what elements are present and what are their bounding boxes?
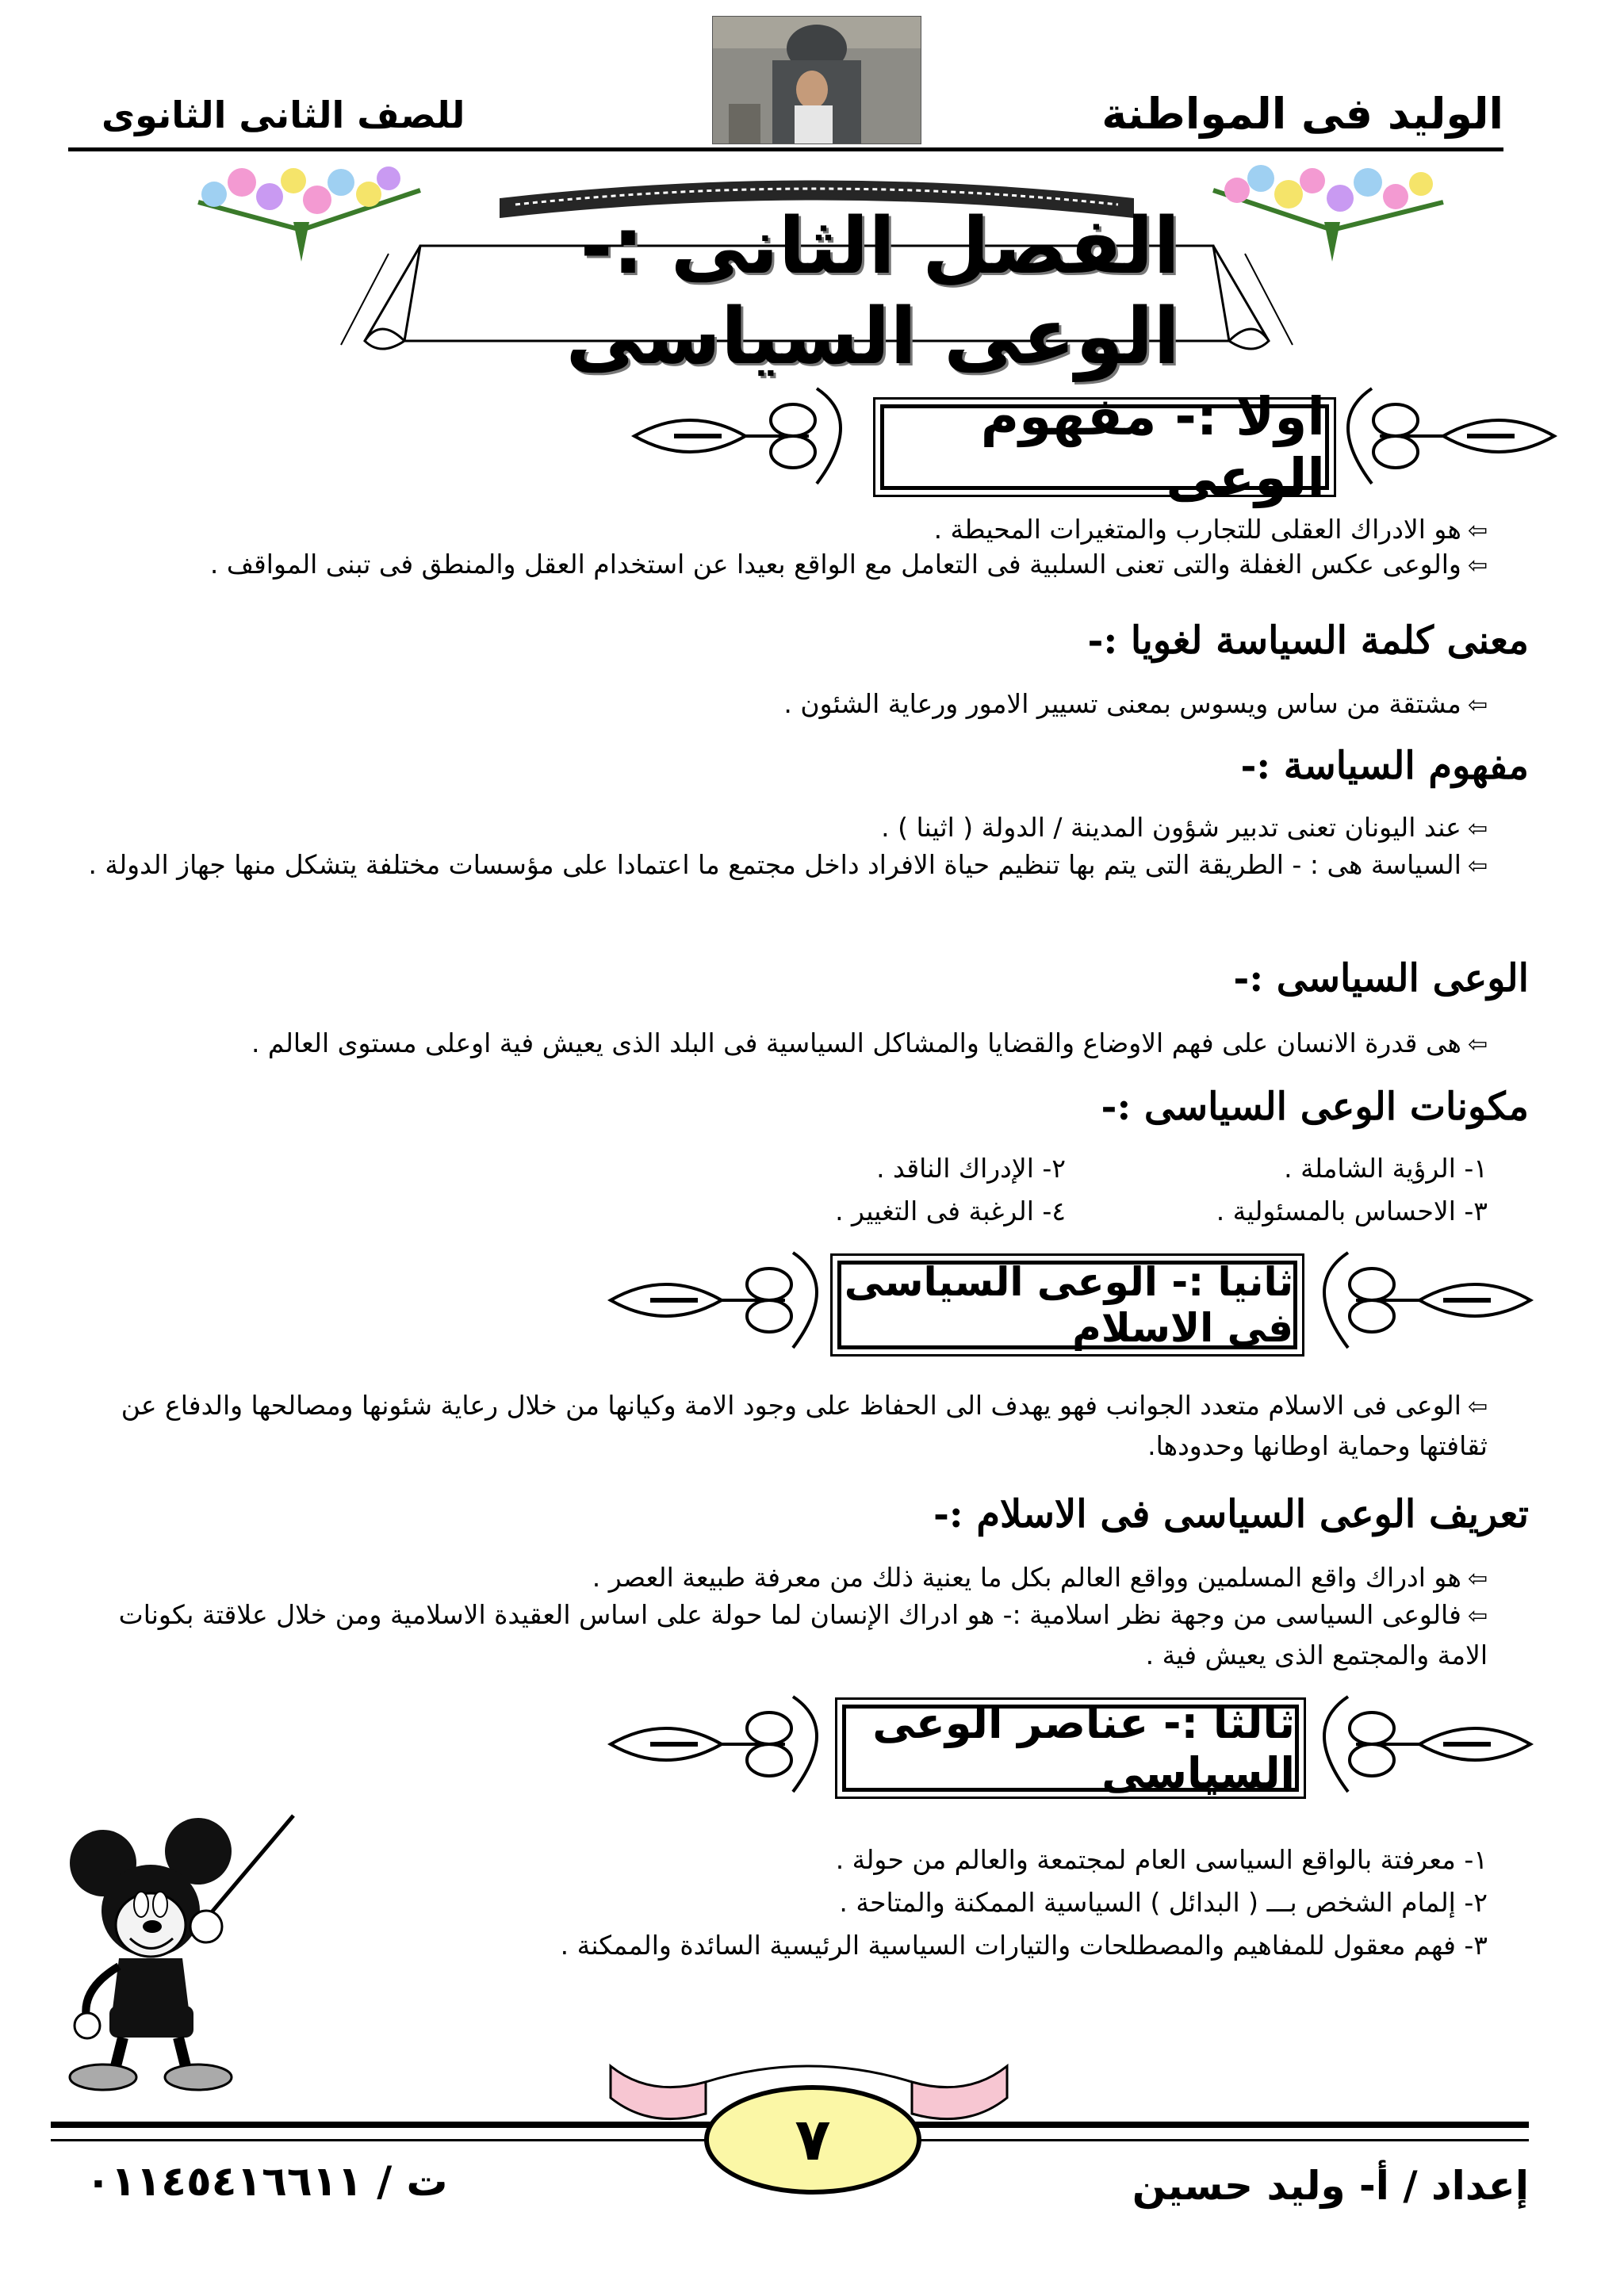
arrow-bullet-icon: ⇦ [1467, 1565, 1488, 1593]
footer-author: إعداد / أ- وليد حسين [1132, 2163, 1529, 2209]
flower-bouquet-right-icon [1213, 165, 1443, 262]
heading-awareness: الوعى السياسى :- [1233, 956, 1529, 1001]
component-2: ٢- الإدراك الناقد . [876, 1153, 1066, 1184]
arrow-bullet-icon: ⇦ [1467, 691, 1488, 719]
header-book-title: الوليد فى المواطنة [1101, 89, 1503, 139]
component-3: ٣- الاحساس بالمسئولية . [1216, 1196, 1488, 1226]
arrow-bullet-icon: ⇦ [1467, 517, 1488, 545]
heading-concept: مفهوم السياسة :- [1240, 744, 1529, 788]
element-3: ٣- فهم معقول للمفاهيم والمصطلحات والتيارات السياسية الرئيسية السائدة والممكنة . [560, 1930, 1488, 1961]
s1-line-1: ⇦هو الادراك العقلى للتجارب والمتغيرات المحيطة . [934, 514, 1488, 547]
arrow-bullet-icon: ⇦ [1467, 552, 1488, 580]
awareness-line: ⇦هى قدرة الانسان على فهم الاوضاع والقضايا والمشاكل السياسية فى البلد الذى يعيش فية اوعلى مستوى العالم . [251, 1027, 1488, 1061]
heading-components: مكونات الوعى السياسى :- [1101, 1085, 1529, 1129]
section3-title-text: ثالثا :- عناصر الوعى السياسى [872, 1698, 1295, 1798]
component-1: ١- الرؤية الشاملة . [1284, 1153, 1488, 1184]
arrow-bullet-icon: ⇦ [1467, 1031, 1488, 1058]
page-number: ٧ [704, 2085, 921, 2195]
header-rule [68, 147, 1503, 151]
arrow-bullet-icon: ⇦ [1467, 852, 1488, 880]
arrow-bullet-icon: ⇦ [1467, 815, 1488, 843]
flower-bouquet-left-icon [198, 166, 420, 262]
arrow-bullet-icon: ⇦ [1467, 1393, 1488, 1421]
heading-linguistic: معنى كلمة السياسة لغويا :- [1087, 618, 1529, 663]
section3-title [842, 1698, 1299, 1798]
concept-line-1: ⇦عند اليونان تعنى تدبير شؤون المدينة / الدولة ( اثينا ) . [881, 812, 1488, 845]
s1-line-2: ⇦والوعى عكس الغفلة والتى تعنى السلبية فى التعامل مع الواقع بعيدا عن استخدام العقل والمنطق فى تبنى المواقف . [210, 549, 1488, 582]
component-4: ٤- الرغبة فى التغيير . [835, 1196, 1066, 1226]
footer-phone: ت / ٠١١٤٥٤١٦٦١١ [86, 2158, 448, 2206]
section2-title [837, 1261, 1297, 1349]
mickey-pointer-illustration [48, 1808, 301, 2093]
author-photo [712, 16, 921, 144]
section1-title-text: اولا :- مفهوم الوعى [980, 386, 1325, 508]
arrow-bullet-icon: ⇦ [1467, 1602, 1488, 1630]
section2-title-text: ثانيا :- الوعى السياسى فى الاسلام [844, 1259, 1293, 1351]
definition-line-1: ⇦هو ادراك واقع المسلمين وواقع العالم بكل ما يعنية ذلك من معرفة طبيعة العصر . [592, 1562, 1488, 1595]
heading-definition: تعريف الوعى السياسى فى الاسلام :- [933, 1492, 1529, 1536]
section1-title [880, 386, 1329, 508]
s2-paragraph: ⇦الوعى فى الاسلام متعدد الجوانب فهو يهدف الى الحفاظ على وجود الامة وكيانها من خلال رعاية شئونها ومصالحها والدفاع عن ثقافتها وحماية اوطانها وحدودها. [76, 1386, 1488, 1465]
linguistic-line: ⇦مشتقة من ساس ويسوس بمعنى تسيير الامور ورعاية الشئون . [783, 688, 1488, 721]
chapter-title: الفصل الثانى :- الوعى السياسى [565, 201, 1180, 382]
element-1: ١- معرفتة بالواقع السياسى العام لمجتمعة والعالم من حولة . [835, 1844, 1488, 1875]
concept-line-2: ⇦السياسة هى : - الطريقة التى يتم بها تنظيم حياة الافراد داخل مجتمع ما اعتمادا على مؤسسات مختلفة يتشكل منها جهاز الدولة . [68, 845, 1488, 886]
definition-line-2: ⇦فالوعى السياسى من وجهة نظر اسلامية :- هو ادراك الإنسان لما حولة على اساس العقيدة الاسلامية ومن خلال علاقتة بكونات الامة والمجتمع الذى يعيش فية . [68, 1595, 1488, 1674]
element-2: ٢- إلمام الشخص بـــ ( البدائل ) السياسية الممكنة والمتاحة . [839, 1887, 1488, 1918]
header-grade: للصف الثانى الثانوى [102, 94, 465, 136]
